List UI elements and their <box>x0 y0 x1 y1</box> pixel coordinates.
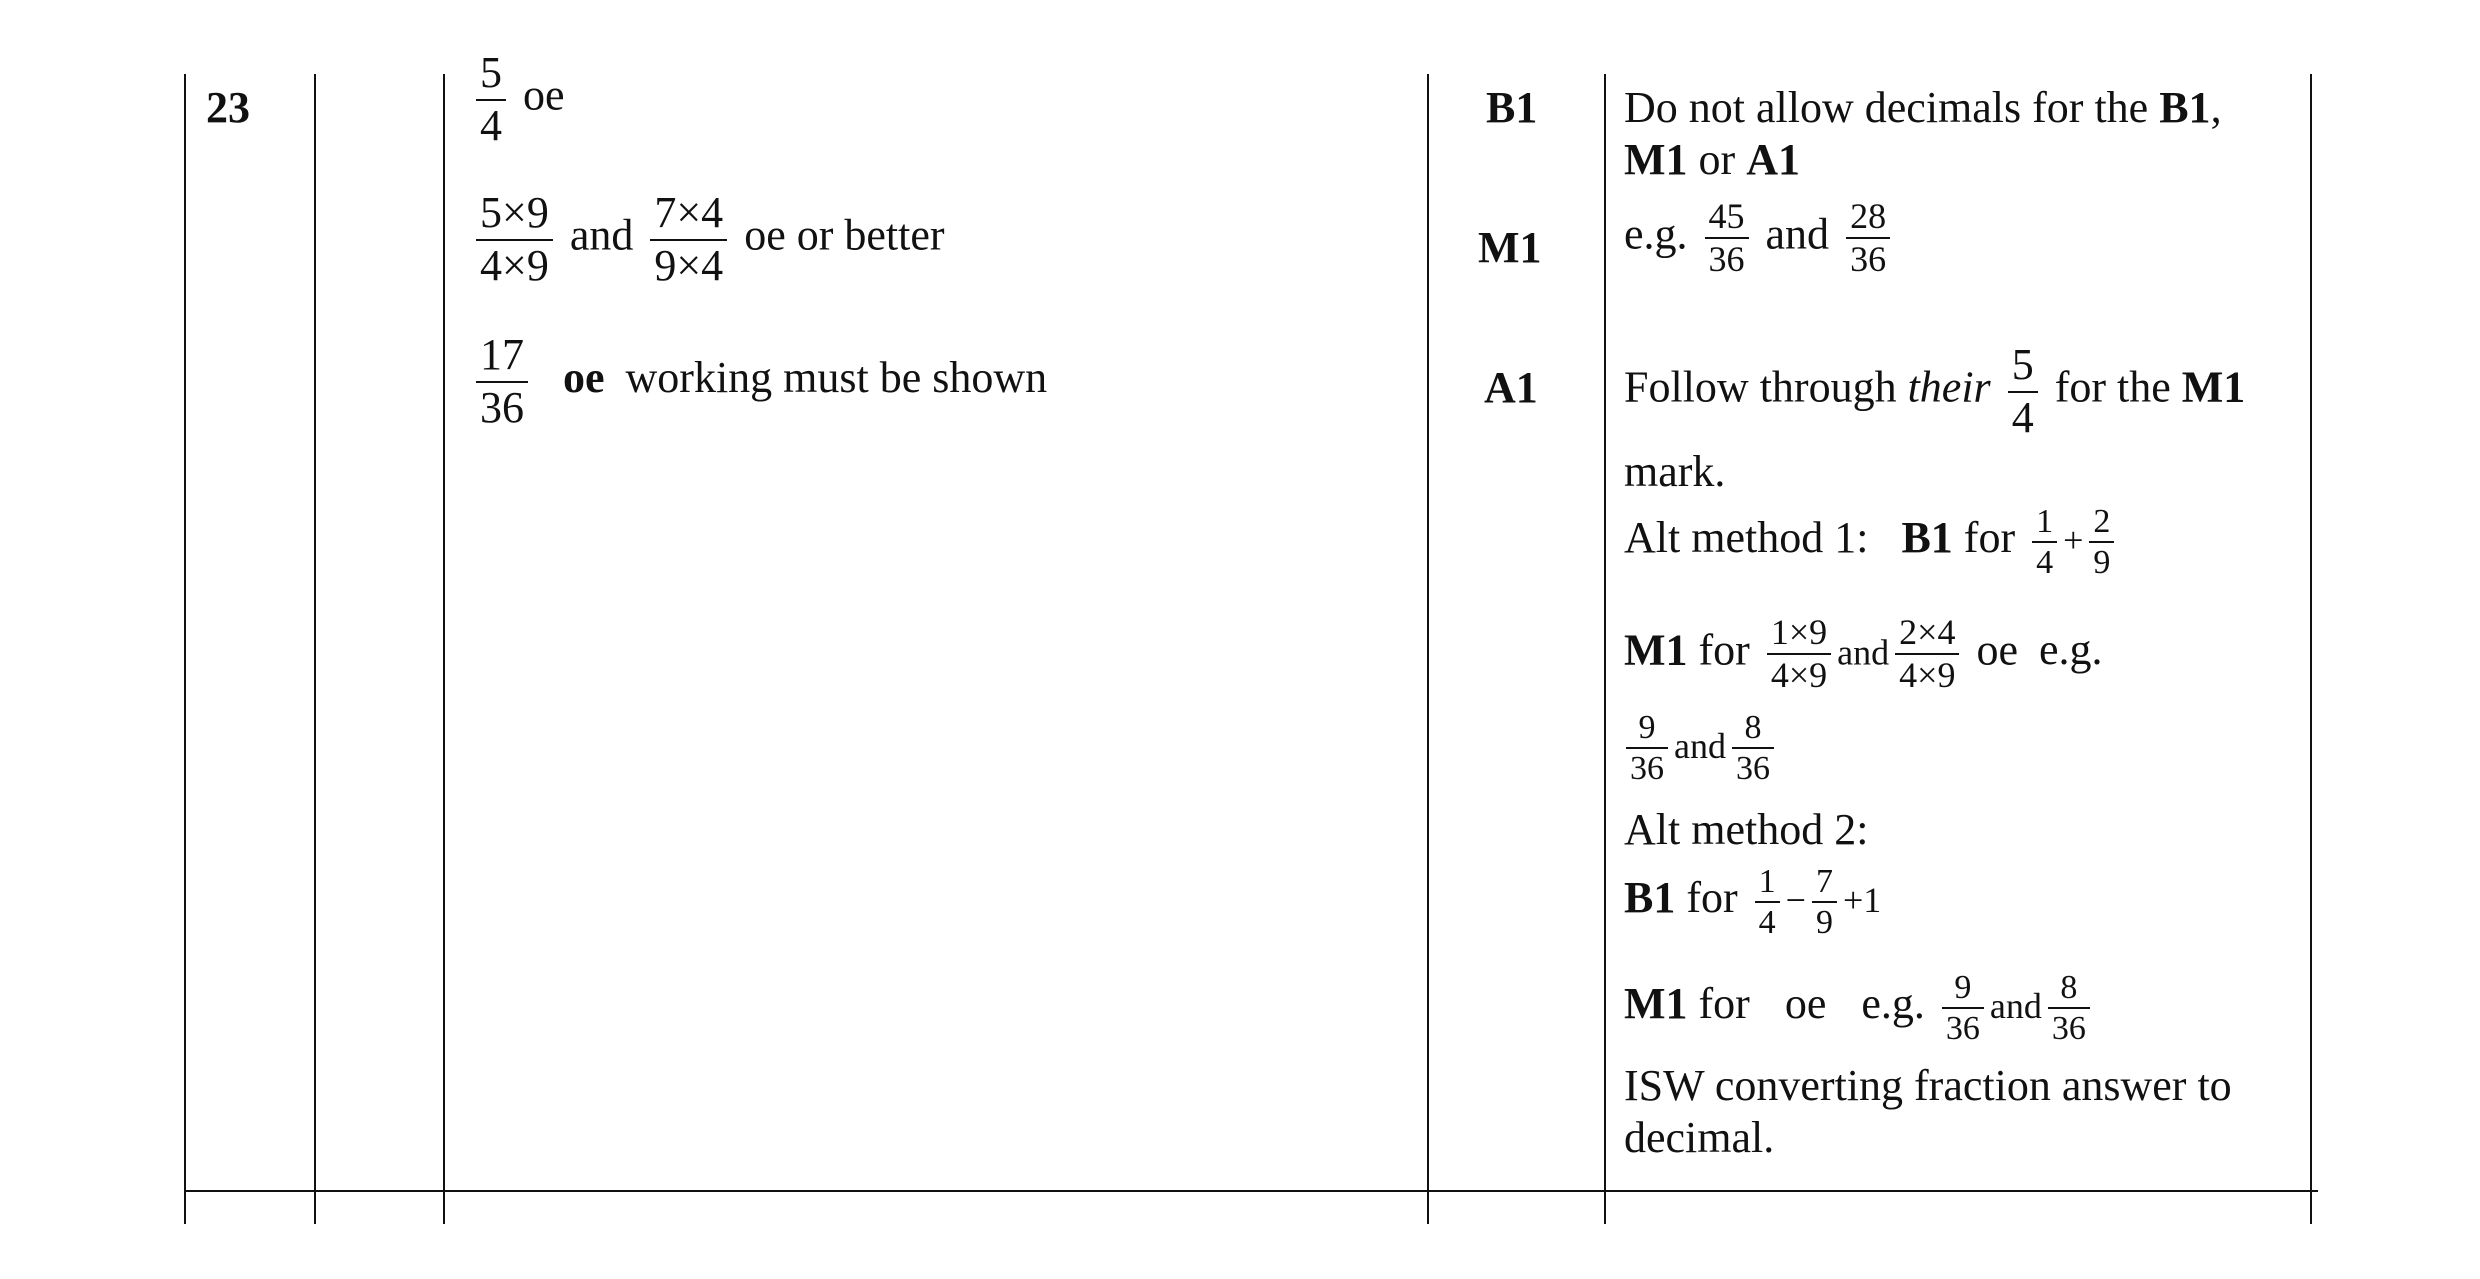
numerator: 7 <box>1812 862 1837 903</box>
note-text: Follow through <box>1624 362 1908 412</box>
answer-line-3-suffix: working must be shown <box>625 352 1048 402</box>
alt1-eg-and: and <box>1674 726 1726 767</box>
note-m1: M1 <box>1624 135 1688 184</box>
alt1-plus: + <box>2063 520 2084 561</box>
numerator: 7×4 <box>650 188 727 241</box>
denominator: 36 <box>1945 1010 1980 1048</box>
alt2-minus: − <box>1785 880 1806 921</box>
answer-fraction-final <box>476 330 528 433</box>
denominator: 36 <box>1708 239 1745 280</box>
numerator: 9 <box>1942 968 1984 1009</box>
answer-oe: oe <box>563 352 605 402</box>
alt1-label: Alt method 1: <box>1624 513 1869 563</box>
alt2-eg-fraction-9-36 <box>1942 968 1984 1048</box>
denominator: 9 <box>1815 904 1833 942</box>
numerator: 2×4 <box>1895 612 1959 655</box>
alt2-for: for <box>1686 873 1738 923</box>
numerator: 17 <box>476 330 528 383</box>
isw-note-line2: decimal. <box>1624 1113 1775 1162</box>
note-a1: A1 <box>1746 135 1800 184</box>
numerator: 1 <box>1755 862 1780 903</box>
alt1-m1-fraction-1 <box>1767 612 1831 697</box>
denominator: 4×9 <box>480 240 549 290</box>
alt1-b1: B1 <box>1901 513 1953 563</box>
alt2-fraction-1-4 <box>1755 862 1780 942</box>
denominator: 4 <box>2036 544 2054 582</box>
alt1-fraction-1-4 <box>2032 502 2057 582</box>
denominator: 36 <box>480 382 524 432</box>
denominator: 36 <box>2051 1010 2086 1048</box>
answer-line-1 <box>470 48 565 151</box>
denominator: 4×9 <box>1899 655 1956 696</box>
numerator: 8 <box>1732 708 1774 749</box>
table-divider-2 <box>443 74 445 1224</box>
note-and: and <box>1765 209 1830 259</box>
alt1-m1-fraction-2 <box>1895 612 1959 697</box>
alt1-m1-line <box>1624 612 2103 697</box>
answer-fraction-five-quarters <box>476 48 506 151</box>
answer-and: and <box>569 210 634 260</box>
numerator: 45 <box>1705 196 1749 239</box>
table-divider-4 <box>1604 74 1606 1224</box>
numerator: 9 <box>1626 708 1668 749</box>
note-example <box>1624 196 1896 281</box>
numerator: 28 <box>1846 196 1890 239</box>
note-eg: e.g. <box>1624 209 1688 259</box>
alt2-plus-one: +1 <box>1842 880 1882 921</box>
answer-line-2-suffix: oe or better <box>744 210 945 260</box>
note-text: for the <box>2054 362 2182 412</box>
note-text: Do not allow decimals for the <box>1624 83 2160 132</box>
denominator: 4 <box>1758 904 1776 942</box>
alt2-m1-line <box>1624 968 2096 1048</box>
numerator: 5 <box>476 48 506 101</box>
answer-fraction-2 <box>650 188 727 291</box>
numerator: 5×9 <box>476 188 553 241</box>
note-b1: B1 <box>2159 83 2211 132</box>
denominator: 4×9 <box>1770 655 1828 696</box>
denominator: 4 <box>480 100 502 150</box>
alt2-m1-for: for <box>1698 979 1750 1029</box>
isw-note-line1: ISW converting fraction answer to <box>1624 1061 2232 1110</box>
denominator: 4 <box>2011 392 2034 442</box>
alt1-m1-oe: oe <box>1976 625 2018 675</box>
note-fraction-5-4 <box>2008 340 2038 443</box>
denominator: 9 <box>2093 544 2111 582</box>
alt1-eg-fraction-9-36 <box>1626 708 1668 788</box>
note-their: their <box>1907 362 1991 412</box>
alt-method-1 <box>1624 502 2120 582</box>
alt2-m1-oe: oe <box>1784 979 1827 1029</box>
alt2-eg-fraction-8-36 <box>2048 968 2090 1048</box>
numerator: 1 <box>2032 502 2057 543</box>
alt2-m1: M1 <box>1624 979 1688 1029</box>
question-number: 23 <box>206 83 250 132</box>
table-border-right <box>2310 74 2312 1224</box>
mark-a1: A1 <box>1484 363 1538 412</box>
note-fraction-45-36 <box>1705 196 1749 281</box>
answer-line-2 <box>470 188 945 291</box>
alt1-m1-eg: e.g. <box>2038 625 2103 675</box>
alt1-for: for <box>1963 513 2016 563</box>
answer-line-1-suffix: oe <box>523 70 565 120</box>
alt1-fraction-2-9 <box>2089 502 2114 582</box>
note-follow-through <box>1624 340 2245 443</box>
alt1-example <box>1620 708 1780 788</box>
mark-b1: B1 <box>1486 83 1538 132</box>
alt2-fraction-7-9 <box>1812 862 1837 942</box>
alt2-b1: B1 <box>1624 873 1676 923</box>
numerator: 8 <box>2048 968 2090 1009</box>
answer-line-3 <box>470 330 1047 433</box>
note-m1: M1 <box>2181 362 2246 412</box>
note-fraction-28-36 <box>1846 196 1890 281</box>
alt1-m1: M1 <box>1624 625 1688 675</box>
table-row-bottom-border <box>184 1190 2318 1192</box>
denominator: 36 <box>1735 750 1770 788</box>
denominator: 36 <box>1850 239 1887 280</box>
note-comma: , <box>2210 83 2222 132</box>
alt1-eg-fraction-8-36 <box>1732 708 1774 788</box>
alt1-m1-and: and <box>1837 632 1890 673</box>
alt2-eg-and: and <box>1989 986 2042 1027</box>
numerator: 5 <box>2008 340 2038 393</box>
numerator: 2 <box>2089 502 2114 543</box>
answer-fraction-1 <box>476 188 553 291</box>
alt2-b1-line <box>1624 862 1881 942</box>
note-decimals-line2 <box>1624 134 1800 187</box>
denominator: 36 <box>1630 750 1664 788</box>
table-divider-1 <box>314 74 316 1224</box>
note-mark: mark. <box>1624 447 1726 496</box>
note-decimals <box>1624 82 2222 135</box>
table-divider-3 <box>1427 74 1429 1224</box>
note-or: or <box>1687 135 1747 184</box>
alt-method-2: Alt method 2: <box>1624 805 1869 854</box>
alt2-m1-eg: e.g. <box>1861 979 1925 1029</box>
table-border-left <box>184 74 186 1224</box>
alt1-m1-for: for <box>1698 625 1750 675</box>
mark-m1: M1 <box>1478 223 1542 272</box>
numerator: 1×9 <box>1767 612 1831 655</box>
denominator: 9×4 <box>654 240 724 290</box>
